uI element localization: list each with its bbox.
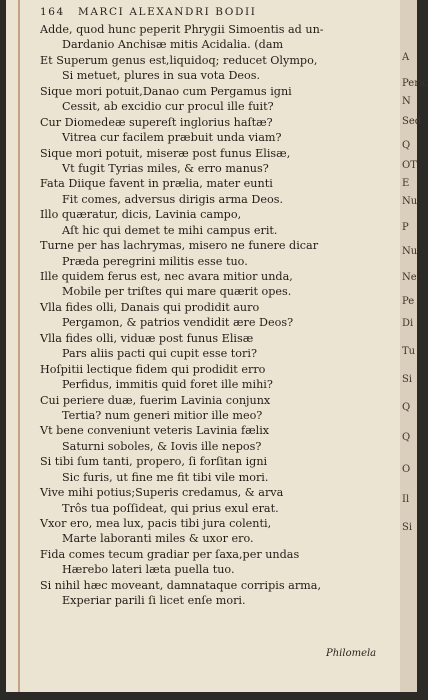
facing-page-fragment: OT [402,160,417,171]
verse-line: Pergamon, & patrios vendidit ære Deos? [62,316,294,330]
verse-line: Vlla fides olli, viduæ post funus Elisæ [40,331,254,345]
verse-line: Vxor ero, mea lux, pacis tibi jura colenti, [40,517,272,530]
verse-line: Præda peregrini militis esse tuo. [62,254,248,268]
verse-line: Pars aliis pacti qui cupit esse tori? [62,347,257,361]
verse-line: Marte laboranti miles & uxor ero. [62,532,254,546]
verse-line: Saturni soboles, & Iovis ille nepos? [62,439,262,453]
facing-page-fragment: E [402,178,410,189]
verse-line: Hoſpitii lectique fidem qui prodidit erro [40,362,266,376]
verse-line: Turne per has lachrymas, misero ne funere dicar [40,239,319,253]
verse-line: Vt bene conveniunt veteris Lavinia fælix [40,424,270,438]
facing-page-fragment: P [402,222,409,233]
verse-line: Vt fugit Tyrias miles, & erro manus? [62,161,269,175]
facing-page-fragment: Nu [402,196,418,207]
running-head: MARCI ALEXANDRI BODII [78,6,257,18]
verse-line: Sique mori potuit, miseræ post funus Elisæ, [40,146,291,160]
facing-page-fragment: Di [402,318,414,329]
verse-line: Sic furis, ut fine me fit tibi vile mori. [62,470,269,484]
verse-line: Cessit, ab excidio cur procul ille fuit? [62,100,274,114]
book-page [6,0,402,692]
verse-line: Si tibi ſum tanti, propero, ſi forſitan igni [40,455,268,469]
facing-page-fragment: Pe [402,296,415,307]
verse-line: Cur Diomedeæ supereſt inglorius haſtæ? [40,115,273,129]
verse-line: Vive mihi potius;Superis credamus, & arva [40,486,284,500]
facing-page-fragment: N [402,96,411,107]
verse-line: Sique mori potuit,Danao cum Pergamus igni [40,84,292,98]
facing-page-fragment: Si [402,522,413,533]
catchword: Philomela [326,648,377,659]
facing-page-edge [400,0,428,692]
verse-line: Tertia? num generi mitior ille meo? [62,408,263,422]
page-header [40,6,400,22]
facing-page-fragment: Q [402,432,411,443]
facing-page-fragment: Si [402,374,413,385]
verse-line: Vlla fides olli, Danais qui prodidit auro [40,300,260,314]
verse-line: Fit comes, adversus dirigis arma Deos. [62,192,284,206]
facing-page-fragment: Peric [402,78,428,89]
verse-line: Et Superum genus est,liquidoq; reducet Olympo, [40,53,318,67]
verse-line: Dardanio Anchisæ mitis Acidalia. (dam [62,38,284,52]
verse-line: Perfidus, immitis quid foret ille mihi? [62,378,273,392]
facing-page-fragment: Ne [402,272,417,283]
facing-page-fragment: A [402,52,410,63]
verse-body [40,22,402,609]
verse-line: Ille quidem ferus est, nec avara mitior unda, [40,270,293,283]
binding-edge [18,0,20,692]
facing-page-fragment: O [402,464,411,475]
page-number: 164 [40,6,65,18]
facing-page-fragment: Sed [402,116,422,127]
verse-line: Aſt hic qui demet te mihi campus erit. [62,223,278,237]
facing-page-fragment: Q [402,402,411,413]
verse-line: Hærebo lateri læta puella tuo. [62,563,235,577]
verse-line: Si nihil hæc moveant, damnataque corripis arma, [40,578,321,592]
verse-line: Si metuet, plures in sua vota Deos. [62,69,261,83]
facing-page-fragment: Q [402,140,411,151]
verse-line: Trôs tua poſſideat, qui prius exul erat. [62,501,279,515]
verse-line: Cui periere duæ, fuerim Lavinia conjunx [40,393,271,407]
facing-page-fragment: Il [402,494,410,505]
facing-page-fragment: Nu [402,246,418,257]
verse-line: Adde, quod hunc peperit Phrygii Simoentis ad un- [40,23,324,36]
verse-line: Vitrea cur facilem præbuit unda viam? [62,131,282,145]
verse-line: Mobile per triſtes qui mare quærit opes. [62,285,292,299]
verse-line: Fida comes tecum gradiar per ſaxa,per undas [40,547,300,561]
verse-line: Fata Diique favent in prælia, mater eunti [40,177,273,191]
verse-line: Experiar parili ſi licet enſe mori. [62,594,246,608]
facing-page-fragment: Tu [402,346,416,357]
verse-line: Illo quæratur, dicis, Lavinia campo, [40,208,242,222]
